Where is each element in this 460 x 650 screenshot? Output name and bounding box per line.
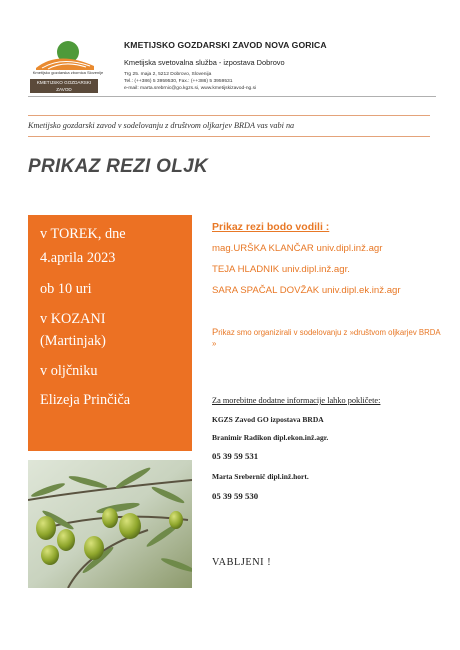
band-top-line xyxy=(28,115,430,116)
leader-2: TEJA HLADNIK univ.dipl.inž.agr. xyxy=(212,264,350,275)
band-bottom-line xyxy=(28,136,430,137)
organization-department: Kmetijska svetovalna služba - izpostava Dobrovo xyxy=(124,58,285,67)
contact-person-2: Marta Srebernič dipl.inž.hort. xyxy=(212,472,309,481)
leader-1: mag.URŠKA KLANČAR univ.dipl.inž.agr xyxy=(212,243,383,254)
contact-person-1: Branimir Radikon dipl.ekon.inž.agr. xyxy=(212,433,329,442)
event-place: v KOZANI xyxy=(40,311,106,327)
logo-plate: KMETIJSKO GOZDARSKI ZAVOD NOVA GORICA xyxy=(30,79,98,93)
olive-fruit xyxy=(119,513,141,539)
welcome-text: VABLJENI ! xyxy=(212,557,272,568)
organization-address: Trg 25. maja 2, 5212 Dobrovo, Slovenija xyxy=(124,72,212,77)
leader-3: SARA SPAČAL DOVŽAK univ.dipl.ek.inž.agr xyxy=(212,285,401,296)
leaders-heading: Prikaz rezi bodo vodili : xyxy=(212,221,330,233)
event-host: Elizeja Prinčiča xyxy=(40,392,131,408)
olive-fruit xyxy=(169,511,183,529)
event-time: ob 10 uri xyxy=(40,281,92,297)
contact-office: KGZS Zavod GO izpostava BRDA xyxy=(212,415,324,424)
olive-fruit xyxy=(41,545,59,565)
olive-fruit xyxy=(102,508,118,528)
logo-caption: Kmetijsko gozdarska zbornica Slovenije xyxy=(32,70,104,75)
olive-branch-photo xyxy=(28,460,192,588)
organization-phone-fax: Tel.: (++386) 5 3959530, Fax.: (++386) 5 3959531 xyxy=(124,79,233,84)
organization-email[interactable]: e-mail: marta.srebrnic@go.kgzs.si, www.kmetijskizavod-ng.si xyxy=(124,86,257,91)
header-divider xyxy=(28,96,436,97)
olive-fruit xyxy=(36,516,56,540)
contact-heading: Za morebitne dodatne informacije lahko pokličete: xyxy=(212,396,381,405)
event-location: v oljčniku xyxy=(40,363,98,379)
event-day: v TOREK, dne xyxy=(40,226,126,242)
event-date: 4.aprila 2023 xyxy=(40,250,116,266)
organized-note: Prikaz smo organizirali v sodelovanju z »društvom oljkarjev BRDA » xyxy=(212,326,441,348)
organization-name: KMETIJSKO GOZDARSKI ZAVOD NOVA GORICA xyxy=(124,40,327,50)
page-title: PRIKAZ REZI OLJK xyxy=(28,156,209,177)
contact-phone-2[interactable]: 05 39 59 530 xyxy=(212,491,259,501)
olive-fruit xyxy=(84,536,104,560)
contact-phone-1[interactable]: 05 39 59 531 xyxy=(212,451,259,461)
event-place-detail: (Martinjak) xyxy=(40,333,106,349)
invitation-text: Kmetijsko gozdarski zavod v sodelovanju z društvom oljkarjev BRDA vas vabi na xyxy=(28,121,295,130)
olive-fruit xyxy=(57,529,75,551)
